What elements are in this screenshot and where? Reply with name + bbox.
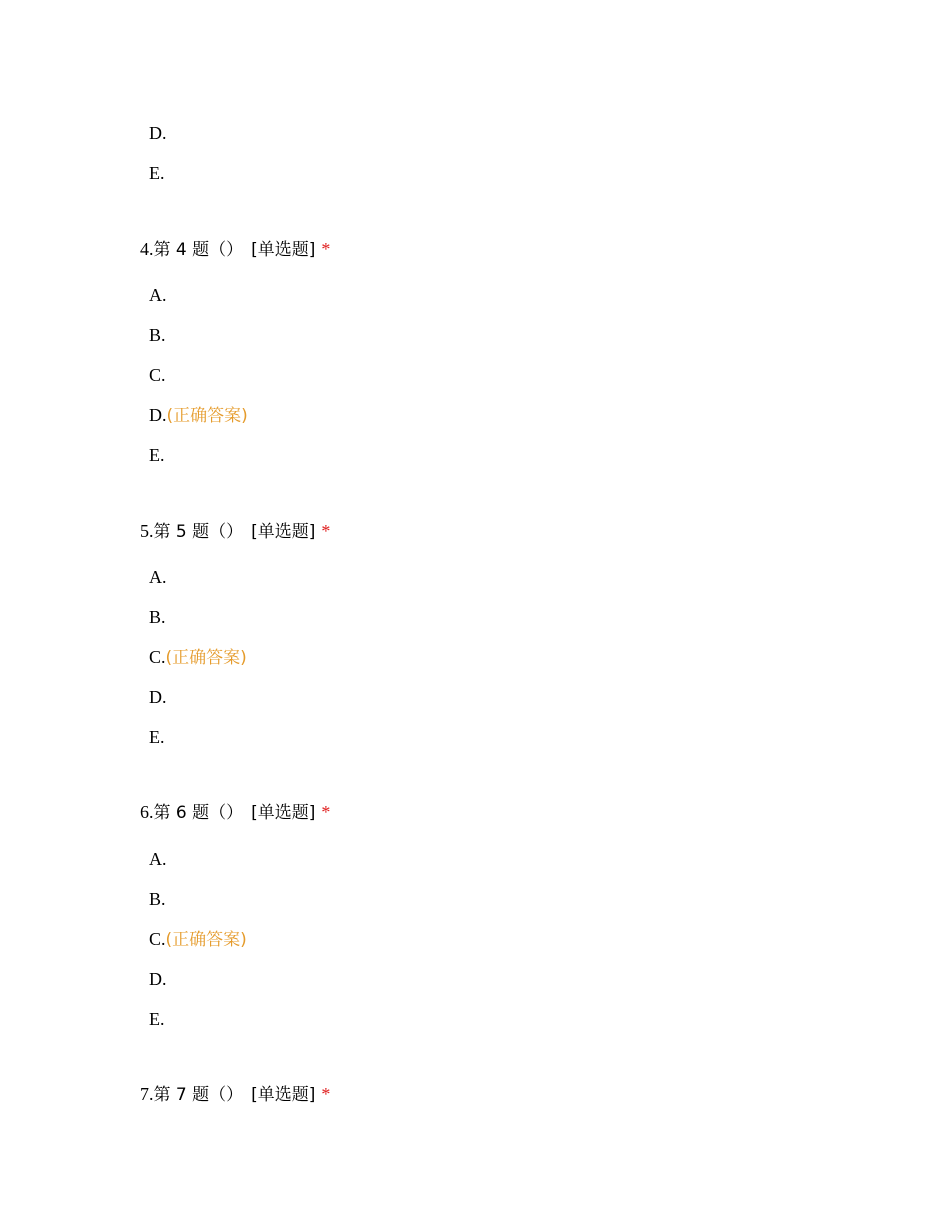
question-text: 第 4 题（） xyxy=(153,240,244,260)
question-type: [单选题] xyxy=(251,803,316,823)
option-label: D. xyxy=(149,969,167,989)
question-number: 5. xyxy=(140,521,154,541)
question-number: 4. xyxy=(140,239,154,259)
question-number: 6. xyxy=(140,802,154,822)
option-row xyxy=(149,162,165,184)
option-label: B. xyxy=(149,607,166,627)
option-row xyxy=(149,284,167,306)
required-mark: * xyxy=(321,802,331,822)
option-label: E. xyxy=(149,163,165,183)
option-row xyxy=(149,968,167,990)
option-label: E. xyxy=(149,445,165,465)
question-text: 第 7 题（） xyxy=(153,1085,244,1105)
question-title xyxy=(140,801,330,824)
option-label: D. xyxy=(149,123,167,143)
required-mark: * xyxy=(321,521,331,541)
question-text: 第 5 题（） xyxy=(153,522,244,542)
question-type: [单选题] xyxy=(251,1085,316,1105)
option-row xyxy=(149,324,166,346)
option-label: B. xyxy=(149,325,166,345)
option-row xyxy=(149,726,165,748)
option-row xyxy=(149,566,167,588)
option-label: A. xyxy=(149,849,167,869)
correct-answer-note: (正确答案) xyxy=(165,930,247,950)
option-row xyxy=(149,848,167,870)
option-label: B. xyxy=(149,889,166,909)
required-mark: * xyxy=(321,239,331,259)
option-label: E. xyxy=(149,727,165,747)
option-row xyxy=(149,606,166,628)
option-row xyxy=(149,1008,165,1030)
option-row xyxy=(149,404,248,427)
question-type: [单选题] xyxy=(251,240,316,260)
option-label: D. xyxy=(149,405,167,425)
option-row xyxy=(149,928,247,951)
option-row xyxy=(149,444,165,466)
question-title xyxy=(140,520,330,543)
question-title xyxy=(140,1083,330,1106)
option-label: C. xyxy=(149,647,166,667)
option-label: C. xyxy=(149,365,166,385)
option-row xyxy=(149,686,167,708)
correct-answer-note: (正确答案) xyxy=(166,406,248,426)
option-label: E. xyxy=(149,1009,165,1029)
option-label: A. xyxy=(149,567,167,587)
option-row xyxy=(149,646,247,669)
option-label: C. xyxy=(149,929,166,949)
option-row xyxy=(149,122,167,144)
question-type: [单选题] xyxy=(251,522,316,542)
correct-answer-note: (正确答案) xyxy=(165,648,247,668)
question-number: 7. xyxy=(140,1084,154,1104)
option-label: A. xyxy=(149,285,167,305)
option-row xyxy=(149,888,166,910)
question-title xyxy=(140,238,330,261)
question-text: 第 6 题（） xyxy=(153,803,244,823)
option-label: D. xyxy=(149,687,167,707)
option-row xyxy=(149,364,166,386)
required-mark: * xyxy=(321,1084,331,1104)
